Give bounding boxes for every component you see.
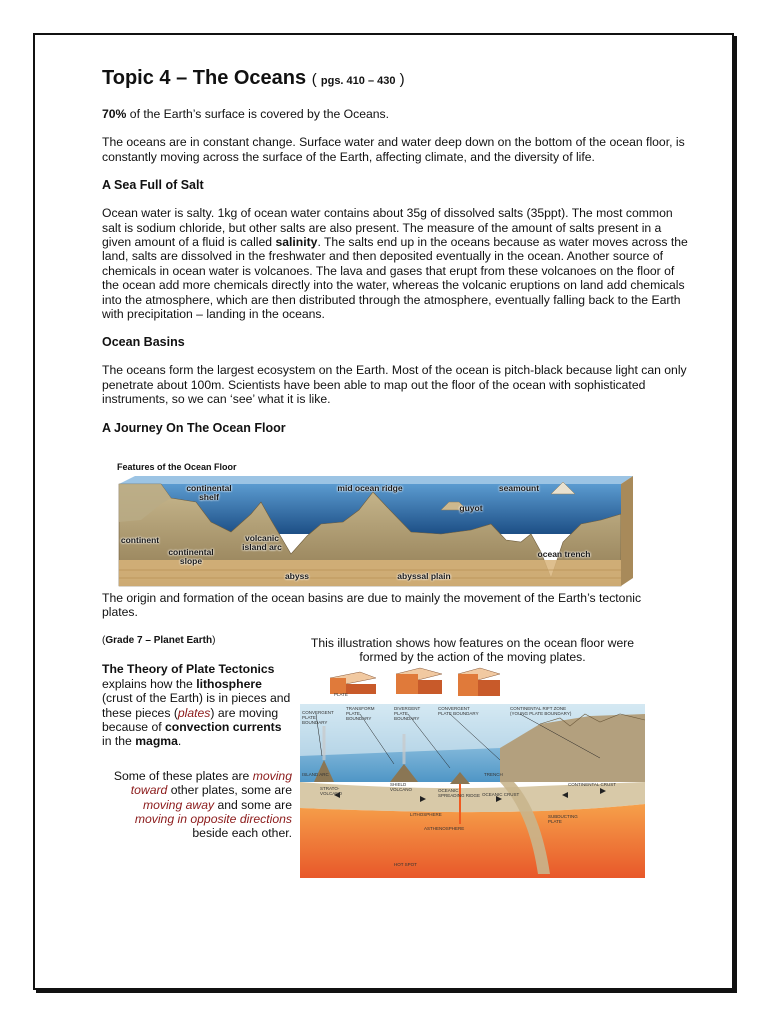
label-divergent: DIVERGENT PLATE BOUNDARY [394,706,421,721]
grade-text: Grade 7 – Planet Earth [105,635,213,646]
salt-text-a: Ocean water is salty. 1kg of ocean water contains about 35g of dissolved salts (35ppt). The most common salt is sodium chloride, but other salts are also present. The measure of the amount of salts present in a given amount of a fluid is called [102,206,673,250]
label-abyssal-plain: abyssal plain [397,571,451,581]
plate-tectonics-figure [300,664,645,878]
label-lithosphere: LITHOSPHERE [410,812,442,817]
label-continental-slope: continental slope [168,547,214,566]
label-asthenosphere: ASTHENOSPHERE [424,826,465,831]
title-pages: ( pgs. 410 – 430 ) [311,71,405,88]
moving-paragraph [102,769,292,841]
title-main: Topic 4 – The Oceans [102,67,307,89]
label-volcanic-island-arc: volcanic island arc [242,533,282,552]
label-strato-volcano: STRATO-VOLCANO [320,786,343,796]
label-transform: TRANSFORM PLATE BOUNDARY [346,706,375,721]
label-island-arc: ISLAND ARC [302,772,329,777]
label-shield-volcano: SHIELD VOLCANO [390,782,413,792]
label-trench: TRENCH [484,772,503,777]
moving-t2: other plates, some are [167,783,292,798]
ocean-floor-figure [111,462,633,592]
label-convergent-1: CONVERGENT PLATE BOUNDARY [302,710,334,725]
moving-t1: Some of these plates are [113,768,253,783]
convection-term: convection currents [165,720,282,735]
label-subducting-plate: SUBDUCTING PLATE [548,814,578,824]
plate-tectonics-diagram [300,664,645,878]
plate-tectonics-column [102,634,292,841]
illustration-caption: This illustration shows how features on the ocean floor were formed by the action of the moving plates. [310,636,635,664]
intro-rest: of the Earth’s surface is covered by the Oceans. [126,107,390,121]
label-guyot: guyot [459,503,483,513]
theory-text [102,662,292,748]
label-rift-zone: CONTINENTAL RIFT ZONE (YOUNG PLATE BOUNDARY) [510,706,572,716]
salt-heading: A Sea Full of Salt [102,178,204,193]
origin-caption: The origin and formation of the ocean basins are due to mainly the movement of the Earth’s tectonic plates. [102,591,642,619]
page-title [102,66,692,93]
salt-text-b: . The salts end up in the oceans because as water moves across the land, salts are dissolved in the freshwater and then deposited eventually in the ocean. Another source of chemicals in ocean water is volcanoes. The lava and gases that erupt from these volcanoes on the floor of the ocean add more chemicals directly into the water, whereas the volcanic eruptions on land add chemicals into the atmosphere, which are then distributed through the atmosphere, eventually falling back to the Earth with precipitation – landing in the oceans. [102,235,688,322]
intro-paragraph [102,107,692,121]
label-convergent-2: CONVERGENT PLATE BOUNDARY [438,706,479,716]
intro-percent: 70% [102,107,127,121]
journey-heading: A Journey On The Ocean Floor [102,420,286,435]
moving-opposite-term: moving in opposite directions [134,812,292,827]
grade-reference: (Grade 7 – Planet Earth) [102,635,216,646]
theory-t3: ) are moving because of [102,705,279,735]
moving-t4: beside each other. [192,826,292,841]
label-abyss: abyss [284,571,310,581]
magma-term: magma [135,734,178,749]
label-mid-ocean-ridge: mid ocean ridge [337,483,403,493]
theory-title: The Theory of Plate Tectonics [102,662,275,677]
label-oceanic-ridge: OCEANIC SPREADING RIDGE [438,788,481,798]
basins-paragraph: The oceans form the largest ecosystem on the Earth. Most of the ocean is pitch-black because light can only penetrate about 100m. Scientists have been able to map out the floor of the ocean with sophisticated instruments, so we can ‘see’ what it is like. [102,363,687,407]
theory-paragraph [102,662,292,748]
theory-t1: explains how the [102,676,197,691]
label-continental-shelf: continental shelf [186,483,232,502]
ocean-floor-diagram [111,462,633,592]
moving-away-term: moving away [142,797,215,812]
moving-toward-term: moving toward [130,768,292,798]
document-body [102,66,692,449]
label-plate: PLATE [334,692,348,697]
ocean-floor-figure-title: Features of the Ocean Floor [117,462,237,472]
salt-paragraph [102,206,692,321]
theory-t2: (crust of the Earth) is in pieces and these pieces ( [102,691,291,720]
plate-block-icons [330,668,500,696]
theory-t5: . [177,734,182,749]
label-ocean-trench: ocean trench [537,549,591,559]
theory-t4: in the [102,734,136,749]
label-continental-crust: CONTINENTAL CRUST [568,782,617,787]
moving-t3: and some are [214,797,292,812]
plates-term: plates [177,705,211,720]
label-oceanic-crust: OCEANIC CRUST [482,792,520,797]
change-paragraph: The oceans are in constant change. Surface water and water deep down on the bottom of the ocean floor, is constantly moving across the surface of the Earth, affecting climate, and the diversity of life. [102,135,685,164]
salinity-term: salinity [275,235,318,250]
basins-heading: Ocean Basins [102,335,185,350]
label-continent: continent [120,535,160,545]
label-hot-spot: HOT SPOT [394,862,417,867]
label-seamount: seamount [498,483,540,493]
lithosphere-term: lithosphere [196,676,262,691]
